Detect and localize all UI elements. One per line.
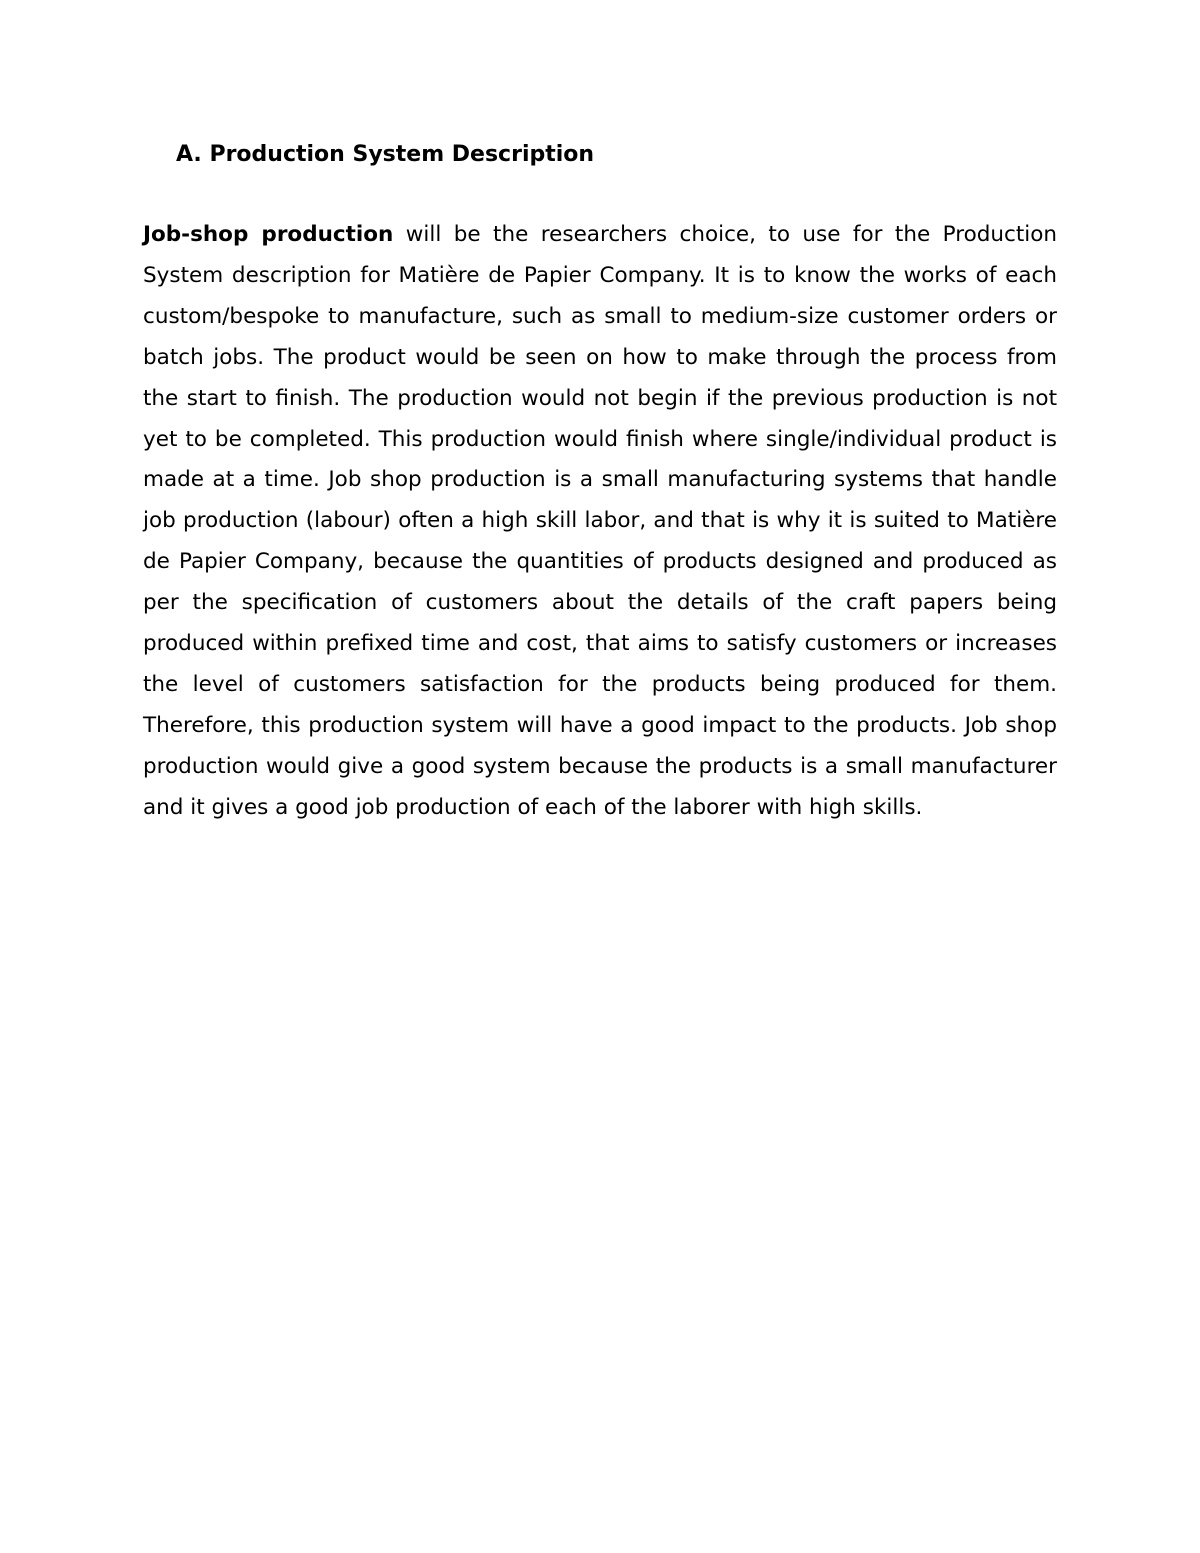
paragraph-text: will be the researchers choice, to use for the Production System description for Matière de Papier Company. It is to know the works of each custom/bespoke to manufacture, such as small to medium-size customer orders or batch jobs. The product would be seen on how to make through the process from the start to finish. The production would not begin if the previous production is not yet to be completed. This production would finish where single/individual product is made at a time. Job shop production is a small manufacturing systems that handle job production (labour) often a high skill labor, and that is why it is suited to Matière de Papier Company, because the quantities of products designed and produced as per the specification of customers about the details of the craft papers being produced within prefixed time and cost, that aims to satisfy customers or increases the level of customers satisfaction for the products being produced for them. Therefore, this production system will have a good impact to the products. Job shop production would give a good system because the products is a small manufacturer and it gives a good job production of each of the laborer with high skills. xyxy=(143,222,1057,820)
section-heading: A. Production System Description xyxy=(176,142,595,167)
paragraph-lead-term: Job-shop production xyxy=(143,222,394,247)
body-paragraph xyxy=(143,215,1057,829)
